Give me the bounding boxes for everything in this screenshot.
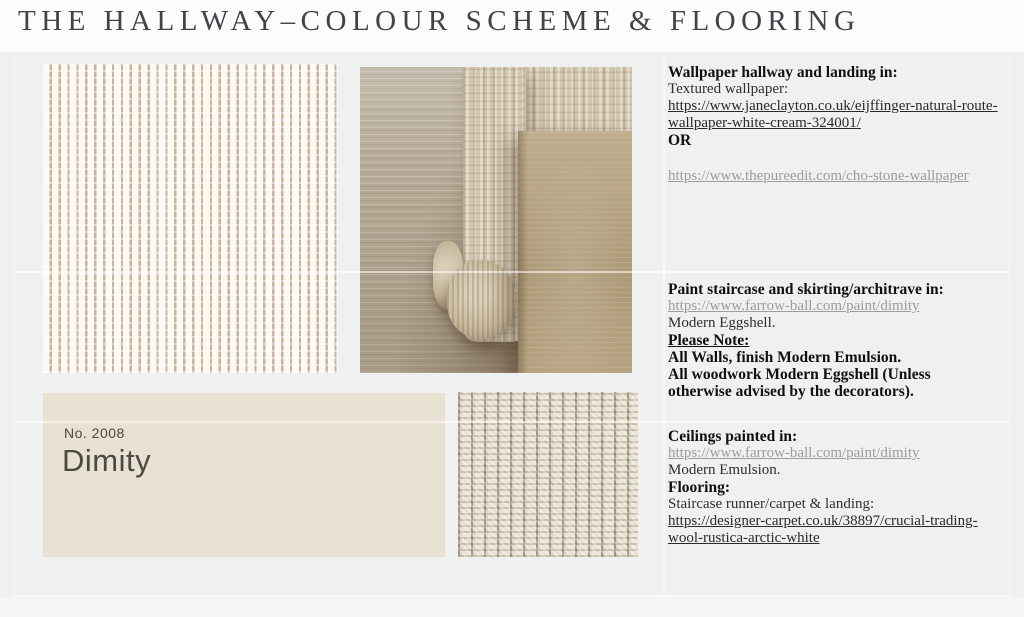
ceilings-heading: Ceilings painted in: — [668, 428, 798, 445]
note-line-2: All woodwork Modern Eggshell (Unless otherwise advised by the decorators). — [668, 366, 931, 400]
or-label: OR — [668, 132, 692, 149]
divider-horizontal-middle — [14, 421, 1010, 423]
section-paint — [668, 281, 1010, 400]
paint-name: Dimity — [62, 443, 152, 478]
paint-number: No. 2008 — [64, 425, 125, 441]
tan-wallpaper-roll — [518, 131, 632, 373]
wallpaper-rolls-photo — [360, 67, 632, 373]
carpet-swatch — [458, 392, 638, 557]
paint-link-farrow-ball[interactable]: https://www.farrow-ball.com/paint/dimity — [668, 298, 920, 314]
section-wallpaper — [668, 64, 1010, 185]
paint-swatch — [43, 393, 445, 557]
flooring-link-designer-carpet[interactable]: https://designer-carpet.co.uk/38897/crucial-trading-wool-rustica-arctic-white — [668, 513, 978, 546]
wallpaper-link-thepureedit[interactable]: https://www.thepureedit.com/cho-stone-wallpaper — [668, 168, 969, 184]
divider-vertical-middle — [663, 54, 665, 596]
flooring-subtitle: Staircase runner/carpet & landing: — [668, 496, 875, 512]
paint-finish: Modern Eggshell. — [668, 315, 776, 331]
striped-wallpaper-swatch — [43, 64, 338, 373]
note-heading: Please Note: — [668, 332, 750, 349]
divider-vertical-right — [1008, 54, 1009, 596]
divider-horizontal-top — [14, 271, 1010, 273]
note-line-1: All Walls, finish Modern Emulsion. — [668, 349, 902, 366]
wallpaper-link-janeclayton[interactable]: https://www.janeclayton.co.uk/eijffinger-natural-route-wallpaper-white-cream-324001/ — [668, 98, 998, 131]
wallpaper-subtitle: Textured wallpaper: — [668, 81, 789, 97]
header — [0, 0, 1024, 52]
paint-heading: Paint staircase and skirting/architrave in: — [668, 281, 944, 298]
page-title: THE HALLWAY–COLOUR SCHEME & FLOORING — [18, 5, 861, 37]
ceilings-finish: Modern Emulsion. — [668, 462, 781, 478]
divider-horizontal-bottom — [14, 595, 1010, 597]
ceilings-link-farrow-ball[interactable]: https://www.farrow-ball.com/paint/dimity — [668, 445, 920, 461]
wallpaper-heading: Wallpaper hallway and landing in: — [668, 64, 898, 81]
divider-vertical-left — [14, 54, 15, 596]
section-ceilings-flooring — [668, 428, 1010, 547]
flooring-heading: Flooring: — [668, 479, 730, 496]
